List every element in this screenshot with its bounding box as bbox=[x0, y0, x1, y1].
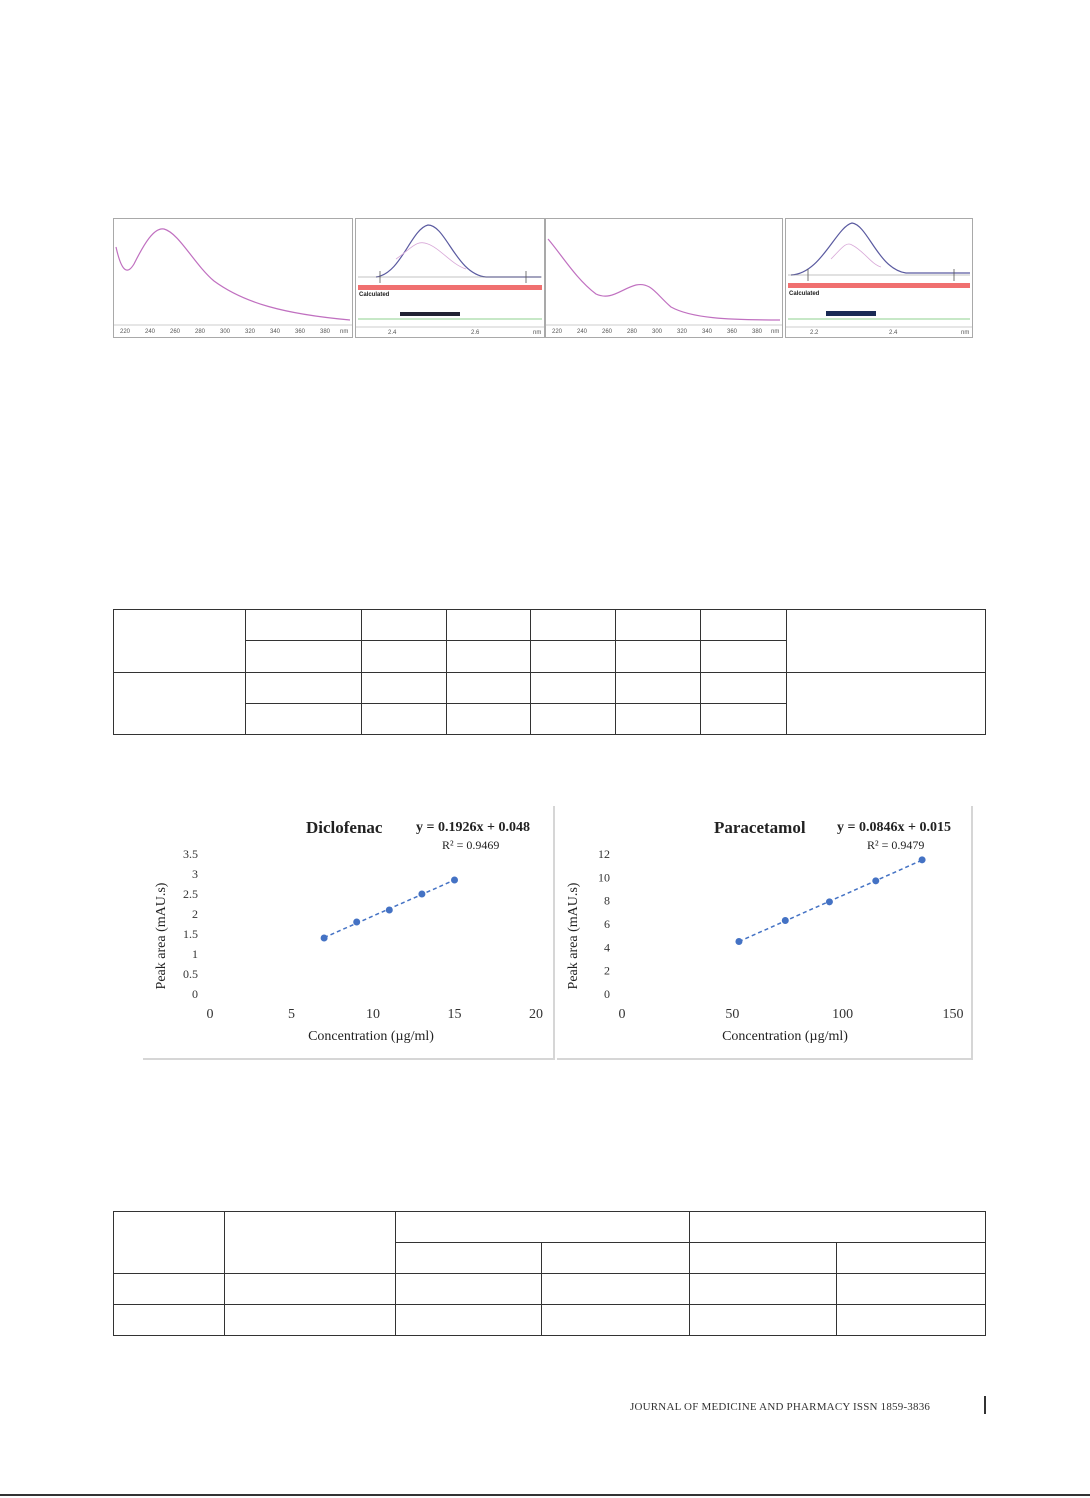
table-cell bbox=[114, 672, 246, 735]
data-point bbox=[919, 856, 926, 863]
table-cell bbox=[395, 1212, 690, 1243]
calculated-label: Calculated bbox=[789, 291, 820, 297]
spectrum-plot-3 bbox=[546, 219, 782, 337]
spectrum-plot-4 bbox=[786, 219, 972, 337]
y-axis-label: Peak area (mAU.s) bbox=[566, 882, 581, 990]
tick-label: 320 bbox=[677, 329, 688, 335]
table-cell bbox=[690, 1212, 986, 1243]
chart-marks bbox=[321, 877, 458, 942]
spectrum-panel-4 bbox=[785, 218, 973, 338]
y-tick-label: 12 bbox=[598, 847, 610, 861]
spectrum-panel-1 bbox=[113, 218, 353, 338]
table-cell bbox=[446, 703, 531, 734]
table-2 bbox=[113, 1211, 986, 1336]
chart-title: Diclofenac bbox=[306, 818, 383, 837]
y-tick-label: 0.5 bbox=[183, 967, 198, 981]
spectrum-plot-1 bbox=[114, 219, 352, 337]
y-axis-label: Peak area (mAU.s) bbox=[154, 882, 169, 990]
table-cell bbox=[114, 1274, 225, 1305]
data-point bbox=[418, 891, 425, 898]
chart-marks bbox=[735, 856, 925, 945]
tick-label: 300 bbox=[220, 329, 231, 335]
x-ticks bbox=[619, 1007, 964, 1022]
table-cell bbox=[701, 641, 787, 672]
table-cell bbox=[446, 610, 531, 641]
fit-curve bbox=[831, 244, 881, 267]
table-cell bbox=[531, 703, 616, 734]
table-cell bbox=[787, 610, 986, 673]
chart-equation: y = 0.1926x + 0.048 bbox=[416, 820, 530, 835]
table-cell bbox=[114, 1212, 225, 1274]
calc-band bbox=[358, 285, 542, 290]
x-tick-label: 20 bbox=[529, 1007, 543, 1022]
data-point bbox=[872, 877, 879, 884]
data-point bbox=[321, 935, 328, 942]
x-axis-label: Concentration (µg/ml) bbox=[722, 1029, 848, 1044]
y-tick-label: 10 bbox=[598, 870, 610, 885]
tick-label: 260 bbox=[602, 329, 613, 335]
calculated-label: Calculated bbox=[359, 292, 390, 298]
spectrum-panel-3 bbox=[545, 218, 783, 338]
tick-label: 380 bbox=[752, 329, 763, 335]
table-1 bbox=[113, 609, 986, 735]
table-cell bbox=[616, 641, 701, 672]
table-cell bbox=[245, 703, 361, 734]
tick-unit: nm bbox=[771, 329, 780, 335]
tick-unit: nm bbox=[340, 329, 349, 335]
x-tick-label: 0 bbox=[206, 1007, 214, 1022]
chart-r2: R² = 0.9479 bbox=[867, 838, 925, 852]
x-ticks bbox=[552, 329, 779, 335]
y-tick-label: 1 bbox=[192, 947, 198, 961]
table-cell bbox=[837, 1274, 986, 1305]
table-cell bbox=[395, 1243, 542, 1274]
spectrum-curve bbox=[548, 239, 780, 320]
tick-label: 380 bbox=[320, 329, 331, 335]
y-ticks bbox=[183, 847, 198, 1001]
table-cell bbox=[531, 641, 616, 672]
tick-label: 220 bbox=[120, 329, 131, 335]
x-axis-label: Concentration (µg/ml) bbox=[308, 1029, 434, 1044]
table-cell bbox=[114, 610, 246, 673]
table-cell bbox=[224, 1305, 395, 1336]
tick-label: 340 bbox=[270, 329, 281, 335]
table-cell bbox=[531, 672, 616, 703]
table-cell bbox=[245, 610, 361, 641]
table-row bbox=[114, 1305, 986, 1336]
tick-label: 360 bbox=[295, 329, 306, 335]
footer-divider bbox=[984, 1396, 986, 1414]
table-cell bbox=[224, 1212, 395, 1274]
x-tick-label: 100 bbox=[832, 1007, 854, 1022]
data-point bbox=[386, 907, 393, 914]
table-cell bbox=[114, 1305, 225, 1336]
table-cell bbox=[542, 1305, 690, 1336]
tick-label: 300 bbox=[652, 329, 663, 335]
table-cell bbox=[701, 703, 787, 734]
peak-curve bbox=[376, 225, 541, 277]
x-tick-label: 0 bbox=[618, 1007, 626, 1022]
chart-title: Paracetamol bbox=[714, 818, 806, 837]
spectrum-plot-2 bbox=[356, 219, 544, 337]
spectrum-panel-2 bbox=[355, 218, 545, 338]
tick-label: 2.6 bbox=[471, 330, 480, 336]
tick-unit: nm bbox=[961, 330, 970, 336]
tick-label: 320 bbox=[245, 329, 256, 335]
table-cell bbox=[837, 1305, 986, 1336]
marker-block bbox=[400, 312, 460, 316]
table-cell bbox=[616, 703, 701, 734]
data-point bbox=[782, 917, 789, 924]
y-tick-label: 6 bbox=[604, 917, 610, 931]
chart-paracetamol-frame bbox=[557, 806, 973, 1060]
data-point bbox=[735, 938, 742, 945]
calc-band bbox=[788, 283, 970, 288]
table-cell bbox=[446, 672, 531, 703]
marker-block bbox=[826, 311, 876, 316]
tick-label: 280 bbox=[195, 329, 206, 335]
table-row bbox=[114, 672, 986, 703]
table-cell bbox=[787, 672, 986, 735]
tick-label: 2.2 bbox=[810, 330, 819, 336]
y-tick-label: 2 bbox=[192, 907, 198, 921]
tick-unit: nm bbox=[533, 330, 542, 336]
tick-label: 2.4 bbox=[889, 330, 898, 336]
table-cell bbox=[542, 1243, 690, 1274]
table-cell bbox=[361, 672, 446, 703]
table-cell bbox=[542, 1274, 690, 1305]
y-tick-label: 0 bbox=[604, 987, 610, 1001]
x-ticks bbox=[207, 1007, 544, 1022]
x-ticks bbox=[120, 329, 348, 335]
fit-curve bbox=[396, 243, 466, 269]
table-cell bbox=[395, 1305, 542, 1336]
data-point bbox=[451, 877, 458, 884]
data-point bbox=[353, 919, 360, 926]
y-tick-label: 2 bbox=[604, 963, 610, 978]
tick-label: 240 bbox=[145, 329, 156, 335]
tick-label: 240 bbox=[577, 329, 588, 335]
table-cell bbox=[395, 1274, 542, 1305]
x-tick-label: 150 bbox=[942, 1007, 964, 1022]
y-tick-label: 1.5 bbox=[183, 927, 198, 941]
table-row bbox=[114, 1274, 986, 1305]
tick-label: 2.4 bbox=[388, 330, 397, 336]
table-cell bbox=[701, 672, 787, 703]
tick-label: 260 bbox=[170, 329, 181, 335]
journal-footer: JOURNAL OF MEDICINE AND PHARMACY ISSN 1859-3836 bbox=[630, 1401, 931, 1413]
table-cell bbox=[690, 1274, 837, 1305]
table-cell bbox=[446, 641, 531, 672]
tick-label: 220 bbox=[552, 329, 563, 335]
y-tick-label: 8 bbox=[604, 893, 610, 908]
page-bottom-rule bbox=[0, 1494, 1090, 1496]
x-tick-label: 10 bbox=[366, 1007, 380, 1022]
table-cell bbox=[837, 1243, 986, 1274]
table-cell bbox=[361, 703, 446, 734]
table-cell bbox=[531, 610, 616, 641]
chart-paracetamol bbox=[557, 806, 971, 1058]
spectrum-curve bbox=[116, 229, 350, 320]
y-tick-label: 3 bbox=[192, 867, 198, 881]
x-tick-label: 50 bbox=[725, 1007, 740, 1022]
table-row bbox=[114, 1212, 986, 1243]
table-cell bbox=[245, 641, 361, 672]
table-cell bbox=[361, 610, 446, 641]
tick-label: 280 bbox=[627, 329, 638, 335]
data-point bbox=[826, 898, 833, 905]
y-ticks bbox=[598, 847, 610, 1001]
table-cell bbox=[616, 672, 701, 703]
chart-diclofenac-frame bbox=[143, 806, 555, 1060]
table-cell bbox=[224, 1274, 395, 1305]
chart-r2: R² = 0.9469 bbox=[442, 838, 500, 852]
x-tick-label: 5 bbox=[288, 1007, 295, 1022]
chart-diclofenac bbox=[143, 806, 553, 1058]
y-tick-label: 2.5 bbox=[183, 887, 198, 901]
table-cell bbox=[690, 1243, 837, 1274]
table-row bbox=[114, 610, 986, 641]
tick-label: 340 bbox=[702, 329, 713, 335]
table-cell bbox=[701, 610, 787, 641]
tick-label: 360 bbox=[727, 329, 738, 335]
y-tick-label: 3.5 bbox=[183, 847, 198, 861]
table-cell bbox=[361, 641, 446, 672]
x-tick-label: 15 bbox=[447, 1007, 462, 1022]
chart-equation: y = 0.0846x + 0.015 bbox=[837, 820, 951, 835]
table-cell bbox=[616, 610, 701, 641]
table-cell bbox=[690, 1305, 837, 1336]
table-cell bbox=[245, 672, 361, 703]
y-tick-label: 4 bbox=[604, 940, 610, 955]
y-tick-label: 0 bbox=[192, 987, 198, 1001]
marker-row bbox=[400, 312, 460, 316]
